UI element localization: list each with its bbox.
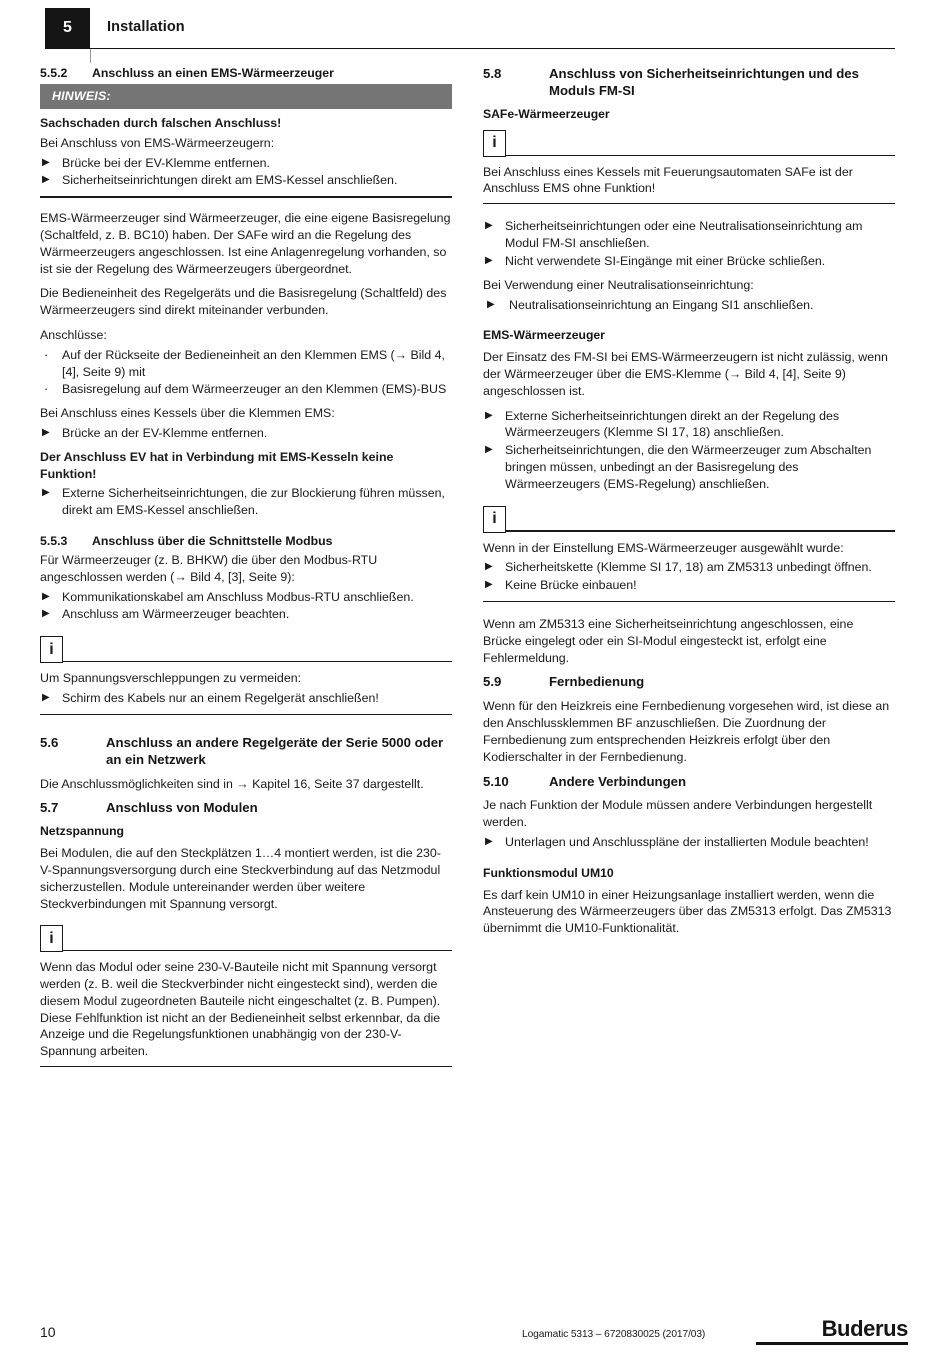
section-title: Anschluss von Modulen xyxy=(106,800,258,816)
info-box-body xyxy=(40,952,452,1060)
right-column xyxy=(483,66,895,945)
section-title: Anschluss an einen EMS-Wärmeerzeuger xyxy=(92,66,334,80)
list-item xyxy=(40,172,452,189)
triangle-bullet-icon: ▶ xyxy=(42,590,50,602)
paragraph-neutralisation: Bei Verwendung einer Neutralisationseinrichtung: xyxy=(483,277,754,292)
triangle-bullet-icon: ▶ xyxy=(42,691,50,703)
notice-box-hinweis xyxy=(40,84,452,198)
list-item xyxy=(483,442,895,492)
paragraph-bedieneinheit: Die Bedieneinheit des Regelgeräts und die Basisregelung (Schaltfeld) des Wärmeerzeugers sind direkt miteinander verbunden. xyxy=(40,286,447,318)
section-title: Fernbedienung xyxy=(549,674,645,690)
list-item xyxy=(483,559,895,576)
section-number: 5.5.2 xyxy=(40,66,68,80)
section-title: Anschluss über die Schnittstelle Modbus xyxy=(92,533,333,548)
info-header-rule xyxy=(63,661,452,662)
spacer xyxy=(483,858,895,866)
info-text: Bei Anschluss eines Kessels mit Feuerungsautomaten SAFe ist der Anschluss EMS ohne Funktion! xyxy=(483,164,853,196)
info-header-rule xyxy=(506,155,895,156)
list-item xyxy=(483,408,895,442)
section-title: Anschluss von Sicherheitseinrichtungen und des Moduls FM-SI xyxy=(549,66,859,98)
header-tick-mark xyxy=(90,49,91,63)
subheading-ems-waermeerzeuger: EMS-Wärmeerzeuger xyxy=(483,328,605,343)
paragraph-modbus: Für Wärmeerzeuger (z. B. BHKW) die über den Modbus-RTU angeschlossen werden (→ Bild 4, [3], Seite 9): xyxy=(40,552,378,584)
list-item xyxy=(40,381,452,398)
left-column xyxy=(40,66,452,1067)
neutralisation-action-list xyxy=(483,297,895,314)
list-item xyxy=(40,589,452,606)
list-item-label: Anschluss am Wärmeerzeuger beachten. xyxy=(62,607,290,622)
list-item-label: Auf der Rückseite der Bedieneinheit an den Klemmen EMS (→ Bild 4, [4], Seite 9) mit xyxy=(62,347,445,379)
notice-bar xyxy=(40,84,452,109)
subheading-funktionsmodul-um10: Funktionsmodul UM10 xyxy=(483,865,614,880)
chapter-title: Installation xyxy=(107,19,185,35)
list-item-label: Neutralisationseinrichtung an Eingang SI1 anschließen. xyxy=(509,297,814,312)
triangle-bullet-icon: ▶ xyxy=(485,561,493,573)
section-number: 5.6 xyxy=(40,734,59,750)
info-icon: i xyxy=(40,636,63,663)
spacer xyxy=(40,715,452,735)
info-box-spannungsverschleppung xyxy=(40,635,452,715)
section-heading-5-5-2 xyxy=(40,66,452,82)
section-number: 5.9 xyxy=(483,674,502,690)
list-item-label: Externe Sicherheitseinrichtungen direkt an der Regelung des Wärmeerzeugers (Klemme SI 17, 18) anschließen. xyxy=(505,408,840,440)
notice-bottom-rule xyxy=(40,196,452,198)
list-item xyxy=(483,253,895,270)
spacer xyxy=(40,526,452,534)
info-header-rule xyxy=(63,950,452,951)
info-box-modul-spannung xyxy=(40,924,452,1067)
brand-underline xyxy=(756,1342,908,1345)
list-item-label: Externe Sicherheitseinrichtungen, die zur Blockierung führen müssen, direkt am EMS-Kessel anschließen. xyxy=(62,486,445,518)
spacer xyxy=(483,204,895,218)
notice-action-list xyxy=(40,155,452,190)
info-icon: i xyxy=(483,130,506,157)
list-item-label: Sicherheitseinrichtungen direkt am EMS-Kessel anschließen. xyxy=(62,173,398,188)
section-heading-5-8 xyxy=(483,66,895,100)
triangle-bullet-icon: ▶ xyxy=(487,298,495,310)
list-item xyxy=(40,347,452,381)
list-item xyxy=(483,577,895,594)
section-heading-5-7 xyxy=(40,800,452,817)
info-bottom-rule xyxy=(40,1066,452,1067)
triangle-bullet-icon: ▶ xyxy=(485,254,493,266)
info-text: Um Spannungsverschleppungen zu vermeiden: xyxy=(40,671,302,686)
list-item-label: Sicherheitseinrichtungen oder eine Neutralisationseinrichtung am Modul FM-SI anschließen. xyxy=(505,219,863,251)
safe-action-list xyxy=(483,218,895,269)
triangle-bullet-icon: ▶ xyxy=(485,409,493,421)
section-heading-5-6 xyxy=(40,735,452,769)
info-box-header xyxy=(483,505,895,533)
triangle-bullet-icon: ▶ xyxy=(42,156,50,168)
info-action-list xyxy=(40,690,452,707)
list-item xyxy=(40,485,452,519)
triangle-bullet-icon: ▶ xyxy=(485,444,493,456)
section-heading-5-10 xyxy=(483,774,895,791)
section-number: 5.10 xyxy=(483,773,509,789)
document-meta: Logamatic 5313 – 6720830025 (2017/03) xyxy=(522,1329,706,1340)
info-box-body xyxy=(483,533,895,594)
list-item xyxy=(40,690,452,707)
subheading-safe-waermeerzeuger: SAFe-Wärmeerzeuger xyxy=(483,106,610,121)
info-text: Wenn in der Einstellung EMS-Wärmeerzeuger ausgewählt wurde: xyxy=(483,540,844,555)
list-item-label: Brücke bei der EV-Klemme entfernen. xyxy=(62,155,270,170)
header-divider xyxy=(45,48,895,49)
page-number: 10 xyxy=(40,1324,56,1340)
triangle-bullet-icon: ▶ xyxy=(485,220,493,232)
info-header-rule xyxy=(506,530,895,531)
info-icon: i xyxy=(483,506,506,533)
dot-bullet-icon: · xyxy=(44,381,49,397)
chapter-number-badge: 5 xyxy=(45,8,90,48)
list-item-label: Keine Brücke einbauen! xyxy=(505,578,637,593)
triangle-bullet-icon: ▶ xyxy=(485,835,493,847)
info-box-einstellung-ems xyxy=(483,505,895,602)
externe-sicherheit-list xyxy=(40,485,452,519)
notice-intro: Bei Anschluss von EMS-Wärmeerzeugern: xyxy=(40,135,275,150)
paragraph-zm5313-fehlermeldung: Wenn am ZM5313 eine Sicherheitseinrichtung angeschlossen, eine Brücke eingelegt oder ein SI-Modul eingesteckt ist, erfolgt eine Fehlermeldung. xyxy=(483,617,854,665)
page-footer xyxy=(0,1318,950,1360)
bruecke-action-list xyxy=(40,425,452,442)
notice-body xyxy=(40,109,452,189)
brand-name: Buderus xyxy=(821,1316,908,1341)
section-title: Anschluss an andere Regelgeräte der Serie 5000 oder an ein Netzwerk xyxy=(106,734,444,767)
triangle-bullet-icon: ▶ xyxy=(42,174,50,186)
subheading-netzspannung: Netzspannung xyxy=(40,824,124,839)
section-number: 5.8 xyxy=(483,66,502,81)
paragraph-fernbedienung: Wenn für den Heizkreis eine Fernbedienung vorgesehen wird, ist diese an den Anschlussklemmen BF anzuschließen. Die Zuordnung der Fernbedienung zum entsprechenden Heizkreis erfolgt über den Kodierschalter in der Fernbedienung. xyxy=(483,699,890,764)
paragraph-netzspannung: Bei Modulen, die auf den Steckplätzen 1…4 montiert werden, ist die 230-V-Spannungsversorgung durch eine Steckverbindung auf das Netzmodul sicherzustellen. Module untereinander werden über weitere Steckverbindungen mit Spannung versorgt. xyxy=(40,846,441,911)
section-title: Andere Verbindungen xyxy=(549,773,687,789)
paragraph-kessel-klemmen: Bei Anschluss eines Kessels über die Klemmen EMS: xyxy=(40,406,335,421)
list-item-label: Brücke an der EV-Klemme entfernen. xyxy=(62,425,268,440)
section-heading-5-9 xyxy=(483,674,895,691)
info-box-body xyxy=(40,663,452,707)
paragraph-ev-no-function: Der Anschluss EV hat in Verbindung mit EMS-Kesseln keine Funktion! xyxy=(40,449,394,481)
notice-label: HINWEIS: xyxy=(52,89,111,104)
info-box-header xyxy=(40,924,452,952)
list-item-label: Sicherheitskette (Klemme SI 17, 18) am ZM5313 unbedingt öffnen. xyxy=(505,560,872,575)
list-item-label: Basisregelung auf dem Wärmeerzeuger an den Klemmen (EMS)-BUS xyxy=(62,382,447,397)
dot-bullet-icon: · xyxy=(44,346,49,362)
paragraph-anschlussmoeglichkeiten: Die Anschlussmöglichkeiten sind in → Kapitel 16, Seite 37 dargestellt. xyxy=(40,776,424,791)
modbus-action-list xyxy=(40,589,452,624)
triangle-bullet-icon: ▶ xyxy=(42,608,50,620)
info-box-safe xyxy=(483,129,895,205)
paragraph-fm-si-ems: Der Einsatz des FM-SI bei EMS-Wärmeerzeugern ist nicht zulässig, wenn der Wärmeerzeuger über die EMS-Klemme (→ Bild 4, [4], Seite 9) angeschlossen ist. xyxy=(483,350,888,398)
list-item-label: Nicht verwendete SI-Eingänge mit einer Brücke schließen. xyxy=(505,253,826,268)
section-number: 5.7 xyxy=(40,800,59,816)
info-box-header xyxy=(40,635,452,663)
triangle-bullet-icon: ▶ xyxy=(485,579,493,591)
info-box-header xyxy=(483,129,895,157)
anschluesse-label: Anschlüsse: xyxy=(40,327,107,342)
info-icon: i xyxy=(40,925,63,952)
list-item xyxy=(40,425,452,442)
list-item xyxy=(483,297,895,314)
list-item xyxy=(483,834,895,851)
list-item xyxy=(40,606,452,623)
section-number: 5.5.3 xyxy=(40,533,68,548)
section-heading-5-5-3 xyxy=(40,534,452,550)
info-box-body xyxy=(483,157,895,198)
paragraph-ems-definition: EMS-Wärmeerzeuger sind Wärmeerzeuger, die eine eigene Basisregelung (Schaltfeld, z. B. BC10) haben. Der SAFe wird an die Regelung des Wärmeerzeugers angeschlossen. Ist eine Anlagenregelung vorhanden, so ist sie der Regelung des Wärmeerzeugers übergeordnet. xyxy=(40,211,451,276)
andere-verbindungen-list xyxy=(483,834,895,851)
brand-logo xyxy=(756,1318,908,1345)
list-item xyxy=(40,155,452,172)
list-item-label: Kommunikationskabel am Anschluss Modbus-RTU anschließen. xyxy=(62,589,414,604)
ems-action-list xyxy=(483,408,895,493)
paragraph-um10: Es darf kein UM10 in einer Heizungsanlage installiert werden, wenn die Ansteuerung des Wärmeerzeugers über das ZM5313 erfolgt. Das ZM5313 übernimmt die UM10-Funktionalität. xyxy=(483,887,892,936)
triangle-bullet-icon: ▶ xyxy=(42,487,50,499)
notice-heading: Sachschaden durch falschen Anschluss! xyxy=(40,115,282,130)
list-item xyxy=(483,218,895,252)
spacer xyxy=(483,602,895,616)
list-item-label: Schirm des Kabels nur an einem Regelgerät anschließen! xyxy=(62,690,379,705)
spacer xyxy=(483,320,895,328)
list-item-label: Unterlagen und Anschlusspläne der installierten Module beachten! xyxy=(505,834,869,849)
info-text: Wenn das Modul oder seine 230-V-Bauteile nicht mit Spannung versorgt werden (z. B. weil die Steckverbinder nicht eingesteckt sind), werden die diesem Modul zugeordneten Bauteile nicht eingeschaltet (z. B. Pumpen). Diese Fehlfunktion ist nicht an der Bedieneinheit selbst erkennbar, da die Anzeige und die Regelungsfunktionen unabhängig von der 230-V-Spannung arbeiten. xyxy=(40,960,441,1059)
anschluesse-list xyxy=(40,347,452,398)
paragraph-andere-verbindungen: Je nach Funktion der Module müssen andere Verbindungen hergestellt werden. xyxy=(483,798,873,830)
list-item-label: Sicherheitseinrichtungen, die den Wärmeerzeuger zum Abschalten bringen müssen, unbedingt an der Basisregelung des Wärmeerzeugers (EMS-Regelung) anschließen. xyxy=(505,443,872,491)
info-action-list xyxy=(483,559,895,594)
triangle-bullet-icon: ▶ xyxy=(42,426,50,438)
